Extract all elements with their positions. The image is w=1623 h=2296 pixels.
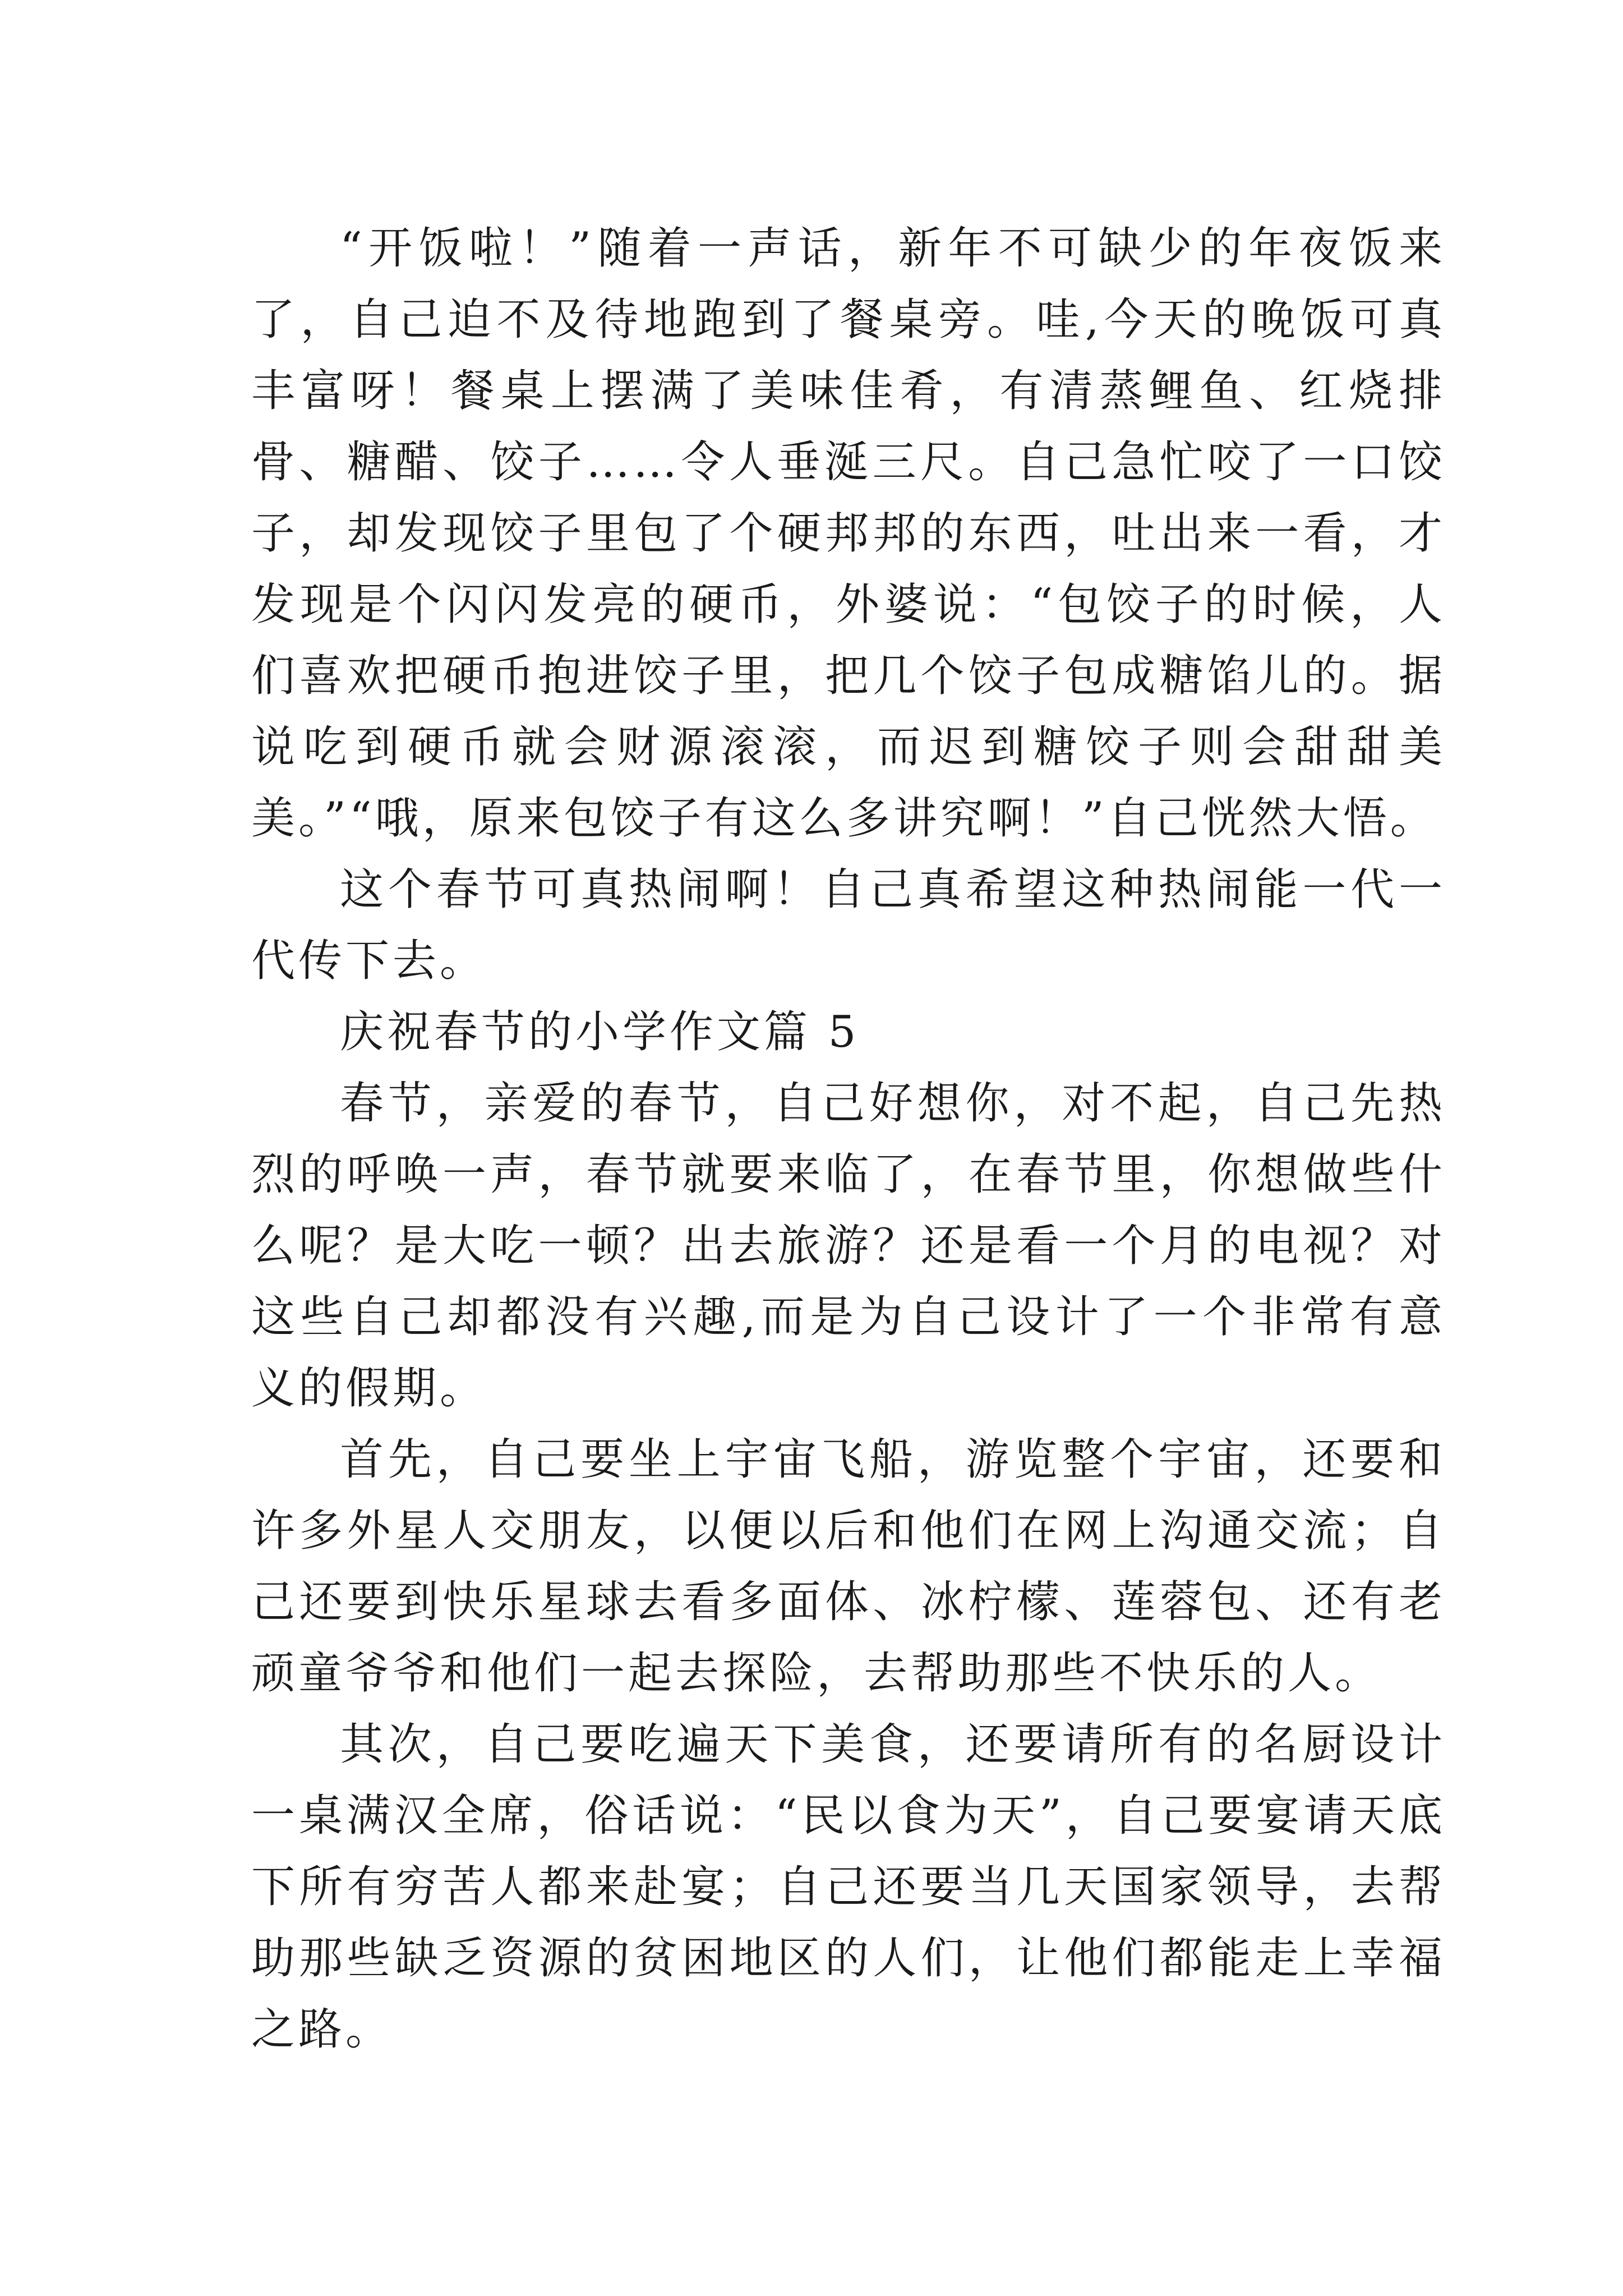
document-body xyxy=(251,213,1446,2065)
paragraph-space-travel: 首先，自己要坐上宇宙飞船，游览整个宇宙，还要和许多外星人交朋友，以便以后和他们在网上沟通交流；自己还要到快乐星球去看多面体、冰柠檬、莲蓉包、还有老顽童爷爷和他们一起去探险，去帮助那些不快乐的人。 xyxy=(251,1434,1446,1699)
paragraph-food-and-help: 其次，自己要吃遍天下美食，还要请所有的名厨设计一桌满汉全席，俗话说：“民以食为天”，自己要宴请天底下所有穷苦人都来赴宴；自己还要当几天国家领导，去帮助那些缺乏资源的贫困地区的人们，让他们都能走上幸福之路。 xyxy=(251,1719,1446,2055)
paragraph-dear-spring-festival: 春节，亲爱的春节，自己好想你，对不起，自己先热烈的呼唤一声，春节就要来临了，在春节里，你想做些什么呢？是大吃一顿？出去旅游？还是看一个月的电视？对这些自己却都没有兴趣,而是为自己设计了一个非常有意义的假期。 xyxy=(251,1078,1446,1414)
paragraph-lively-festival: 这个春节可真热闹啊！自己真希望这种热闹能一代一代传下去。 xyxy=(251,864,1446,986)
paragraph-new-year-dinner: “开饭啦！”随着一声话，新年不可缺少的年夜饭来了，自己迫不及待地跑到了餐桌旁。哇,今天的晚饭可真丰富呀！餐桌上摆满了美味佳肴，有清蒸鲤鱼、红烧排骨、糖醋、饺子……令人垂涎三尺。自己急忙咬了一口饺子，却发现饺子里包了个硬邦邦的东西，吐出来一看，才发现是个闪闪发亮的硬币，外婆说：“包饺子的时候，人们喜欢把硬币抱进饺子里，把几个饺子包成糖馅儿的。据说吃到硬币就会财源滚滚，而迟到糖饺子则会甜甜美美。”“哦，原来包饺子有这么多讲究啊！”自己恍然大悟。 xyxy=(251,223,1446,844)
section-title: 庆祝春节的小学作文篇 5 xyxy=(340,1007,860,1057)
